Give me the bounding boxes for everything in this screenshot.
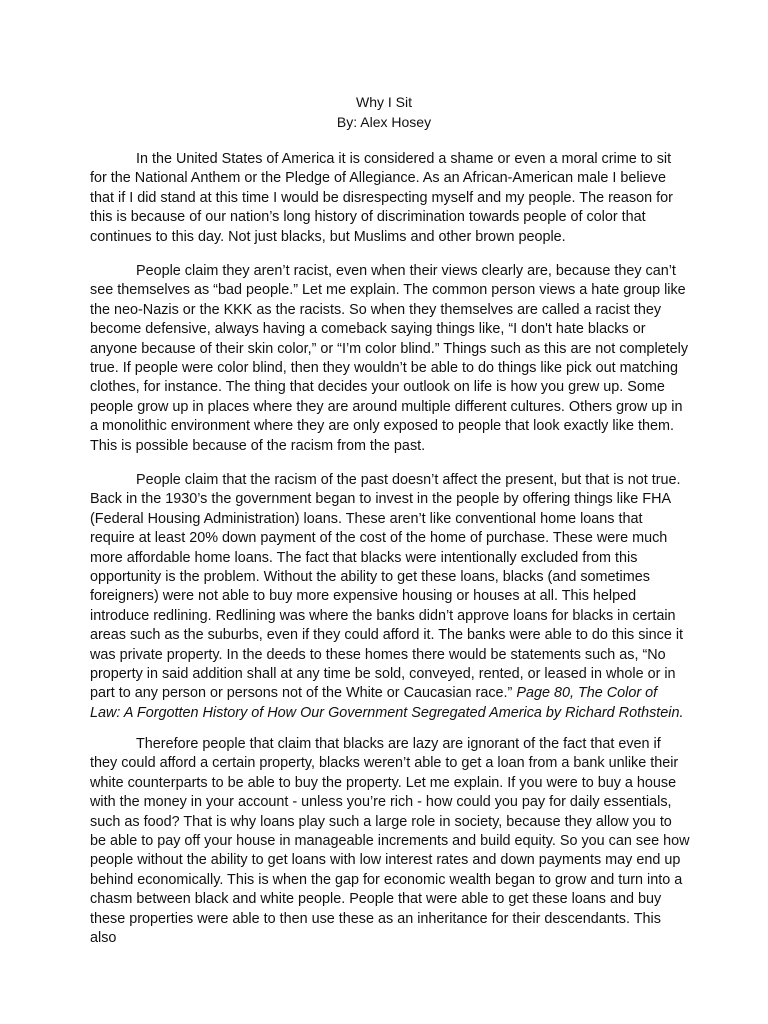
- paragraph-1-text: In the United States of America it is considered a shame or even a moral crime to sit for the National Anthem or the Pledge of Allegiance. As an African-American male I believe that if I did stand at this time I would be disrespecting myself and my people. The reason for this is because of our nation’s long history of discrimination towards people of color that continues to this day. Not just blacks, but Muslims and other brown people.: [90, 151, 673, 245]
- paragraph-3: [90, 471, 690, 723]
- document-byline: By: Alex Hosey: [336, 114, 432, 130]
- document-title: Why I Sit: [355, 94, 412, 110]
- paragraph-4: [90, 735, 690, 948]
- paragraph-3-citation: Page 80, The Color of Law: A Forgotten History of How Our Government Segregated America by Richard Rothstein.: [90, 685, 684, 721]
- paragraph-3-text: People claim that the racism of the past doesn’t affect the present, but that is not true. Back in the 1930’s the government began to invest in the people by offering things like FHA (Federal Housing Administration) loans. These aren’t like conventional home loans that require at least 20% down payment of the cost of the home of purchase. These were much more affordable home loans. The fact that blacks were intentionally excluded from this opportunity is the problem. Without the ability to get these loans, blacks (and sometimes foreigners) were not able to buy more expensive housing or houses at all. This helped introduce redlining. Redlining was where the banks didn’t approve loans for blacks in certain areas such as the suburbs, even if they could afford it. The banks were able to do this since it was private property. In the deeds to these homes there would be statements such as, “No property in said addition shall at any time be sold, conveyed, rented, or leased in whole or in part to any person or persons not of the White or Caucasian race.”: [90, 472, 684, 702]
- paragraph-2-text: People claim they aren’t racist, even when their views clearly are, because they can’t see themselves as “bad people.” Let me explain. The common person views a hate group like the neo-Nazis or the KKK as the racists. So when they themselves are called a racist they become defensive, always having a comeback saying things like, “I don't hate blacks or anyone because of their skin color,” or “I’m color blind.” Things such as this are not completely true. If people were color blind, then they wouldn’t be able to do things like pick out matching clothes, for instance. The thing that decides your outlook on life is how you grew up. Some people grow up in places where they are around multiple different cultures. Others grow up in a monolithic environment where they are only exposed to people that look exactly like them. This is possible because of the racism from the past.: [90, 263, 689, 454]
- paragraph-2: [90, 262, 690, 456]
- paragraph-1: [90, 150, 690, 247]
- paragraph-4-text: Therefore people that claim that blacks are lazy are ignorant of the fact that even if they could afford a certain property, blacks weren’t able to get a loan from a bank unlike their white counterparts to be able to buy the property. Let me explain. If you were to buy a house with the money in your account - unless you’re rich - how could you pay for daily essentials, such as food? That is why loans play such a large role in society, because they allow you to be able to pay off your house in manageable increments and build equity. So you can see how people without the ability to get loans with low interest rates and down payments may end up behind economically. This is when the gap for economic wealth began to grow and turn into a chasm between black and white people. People that were able to get these loans and buy these properties were able to then use these as an inheritance for their descendants. This also: [90, 736, 690, 947]
